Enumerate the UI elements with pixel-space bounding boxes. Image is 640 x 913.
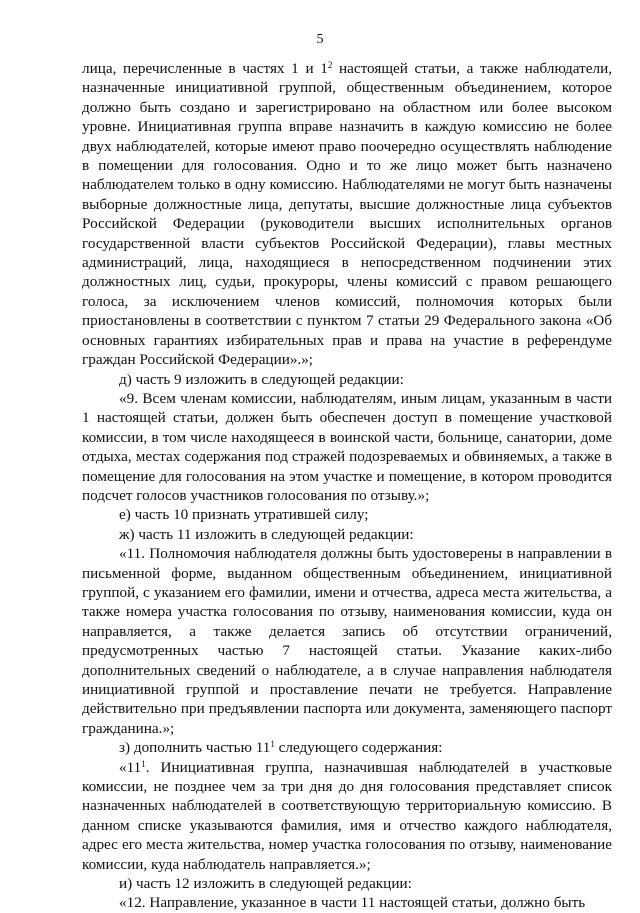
paragraph-part-9	[82, 389, 612, 505]
superscript: 1	[270, 739, 275, 750]
text-run: «11. Полномочия наблюдателя должны быть удостоверены в направлении в письменной форме, выданном общественным объединением, инициативной группой, с указанием его фамилии, имени и отчества, адреса места жительства, а также номера участка голосования по отзыву, наименования комиссии, куда он направляется, а также делается запись об отсутствии ограничений, предусмотренных частью 7 настоящей статьи. Указание каких-либо дополнительных сведений о наблюдателе, а в случае направления наблюдателя инициативной группой и проставление печати не требуется. Направление действительно при предъявлении паспорта или документа, заменяющего паспорт гражданина.»;	[82, 545, 612, 737]
text-run: «9. Всем членам комиссии, наблюдателям, иным лицам, указанным в части 1 настоящей статьи, должен быть обеспечен доступ в помещение участковой комиссии, в том числе находящееся в воинской части, больнице, санатории, доме отдыха, местах содержания под стражей подозреваемых и обвиняемых, а также в помещение для голосования на этом участке и помещение, в котором проводится подсчет голосов участников голосования по отзыву.»;	[82, 389, 612, 504]
paragraph-part-11-1	[82, 758, 612, 874]
paragraph-observers-continued	[82, 59, 612, 370]
paragraph-part-12: «12. Направление, указанное в части 11 настоящей статьи, должно быть	[119, 894, 586, 912]
text-run: лица, перечисленные в частях 1 и 1	[82, 60, 328, 77]
page-number: 5	[316, 32, 324, 47]
superscript: 1	[141, 758, 146, 769]
document-body	[82, 59, 612, 913]
text-run: следующего содержания:	[274, 739, 443, 757]
paragraph-item-d: д) часть 9 изложить в следующей редакции:	[119, 370, 404, 388]
superscript: 2	[327, 60, 333, 70]
paragraph-part-11	[82, 544, 612, 738]
text-run: «11	[119, 758, 142, 776]
paragraph-item-i: и) часть 12 изложить в следующей редакции:	[119, 875, 412, 893]
paragraph-item-zh: ж) часть 11 изложить в следующей редакции:	[119, 525, 414, 543]
text-run: настоящей статьи, а также наблюдатели, назначенные инициативной группой, общественным объединением, которое должно быть создано и зарегистрировано на областном или более высоком уровне. Инициативная группа вправе назначить в каждую комиссию не более двух наблюдателей, которые имеют право поочередно осуществлять наблюдение в помещении для голосования. Одно и то же лицо может быть назначено наблюдателем только в одну комиссию. Наблюдателями не могут быть назначены выборные должностные лица, депутаты, высшие должностные лица субъектов Российской Федерации (руководители высших исполнительных органов государственной власти субъектов Российской Федерации), главы местных администраций, лица, находящиеся в непосредственном подчинении этих должностных лиц, судьи, прокуроры, члены комиссий с правом решающего голоса, за исключением членов комиссий, полномочия которых были приостановлены в соответствии с пунктом 7 статьи 29 Федерального закона «Об основных гарантиях избирательных прав и права на участие в референдуме граждан Российской Федерации».»;	[82, 60, 612, 369]
paragraph-item-z	[82, 738, 612, 757]
text-run: . Инициативная группа, назначившая наблюдателей в участковые комиссии, не позднее чем за три дня до дня голосования представляет список назначенных наблюдателей в соответствующую территориальную комиссию. В данном списке указываются фамилия, имя и отчество каждого наблюдателя, адрес его места жительства, номер участка голосования по отзыву, наименование комиссии, куда наблюдатель направляется.»;	[82, 758, 612, 873]
paragraph-item-e: е) часть 10 признать утратившей силу;	[119, 506, 369, 524]
text-run: з) дополнить частью 11	[119, 739, 271, 757]
